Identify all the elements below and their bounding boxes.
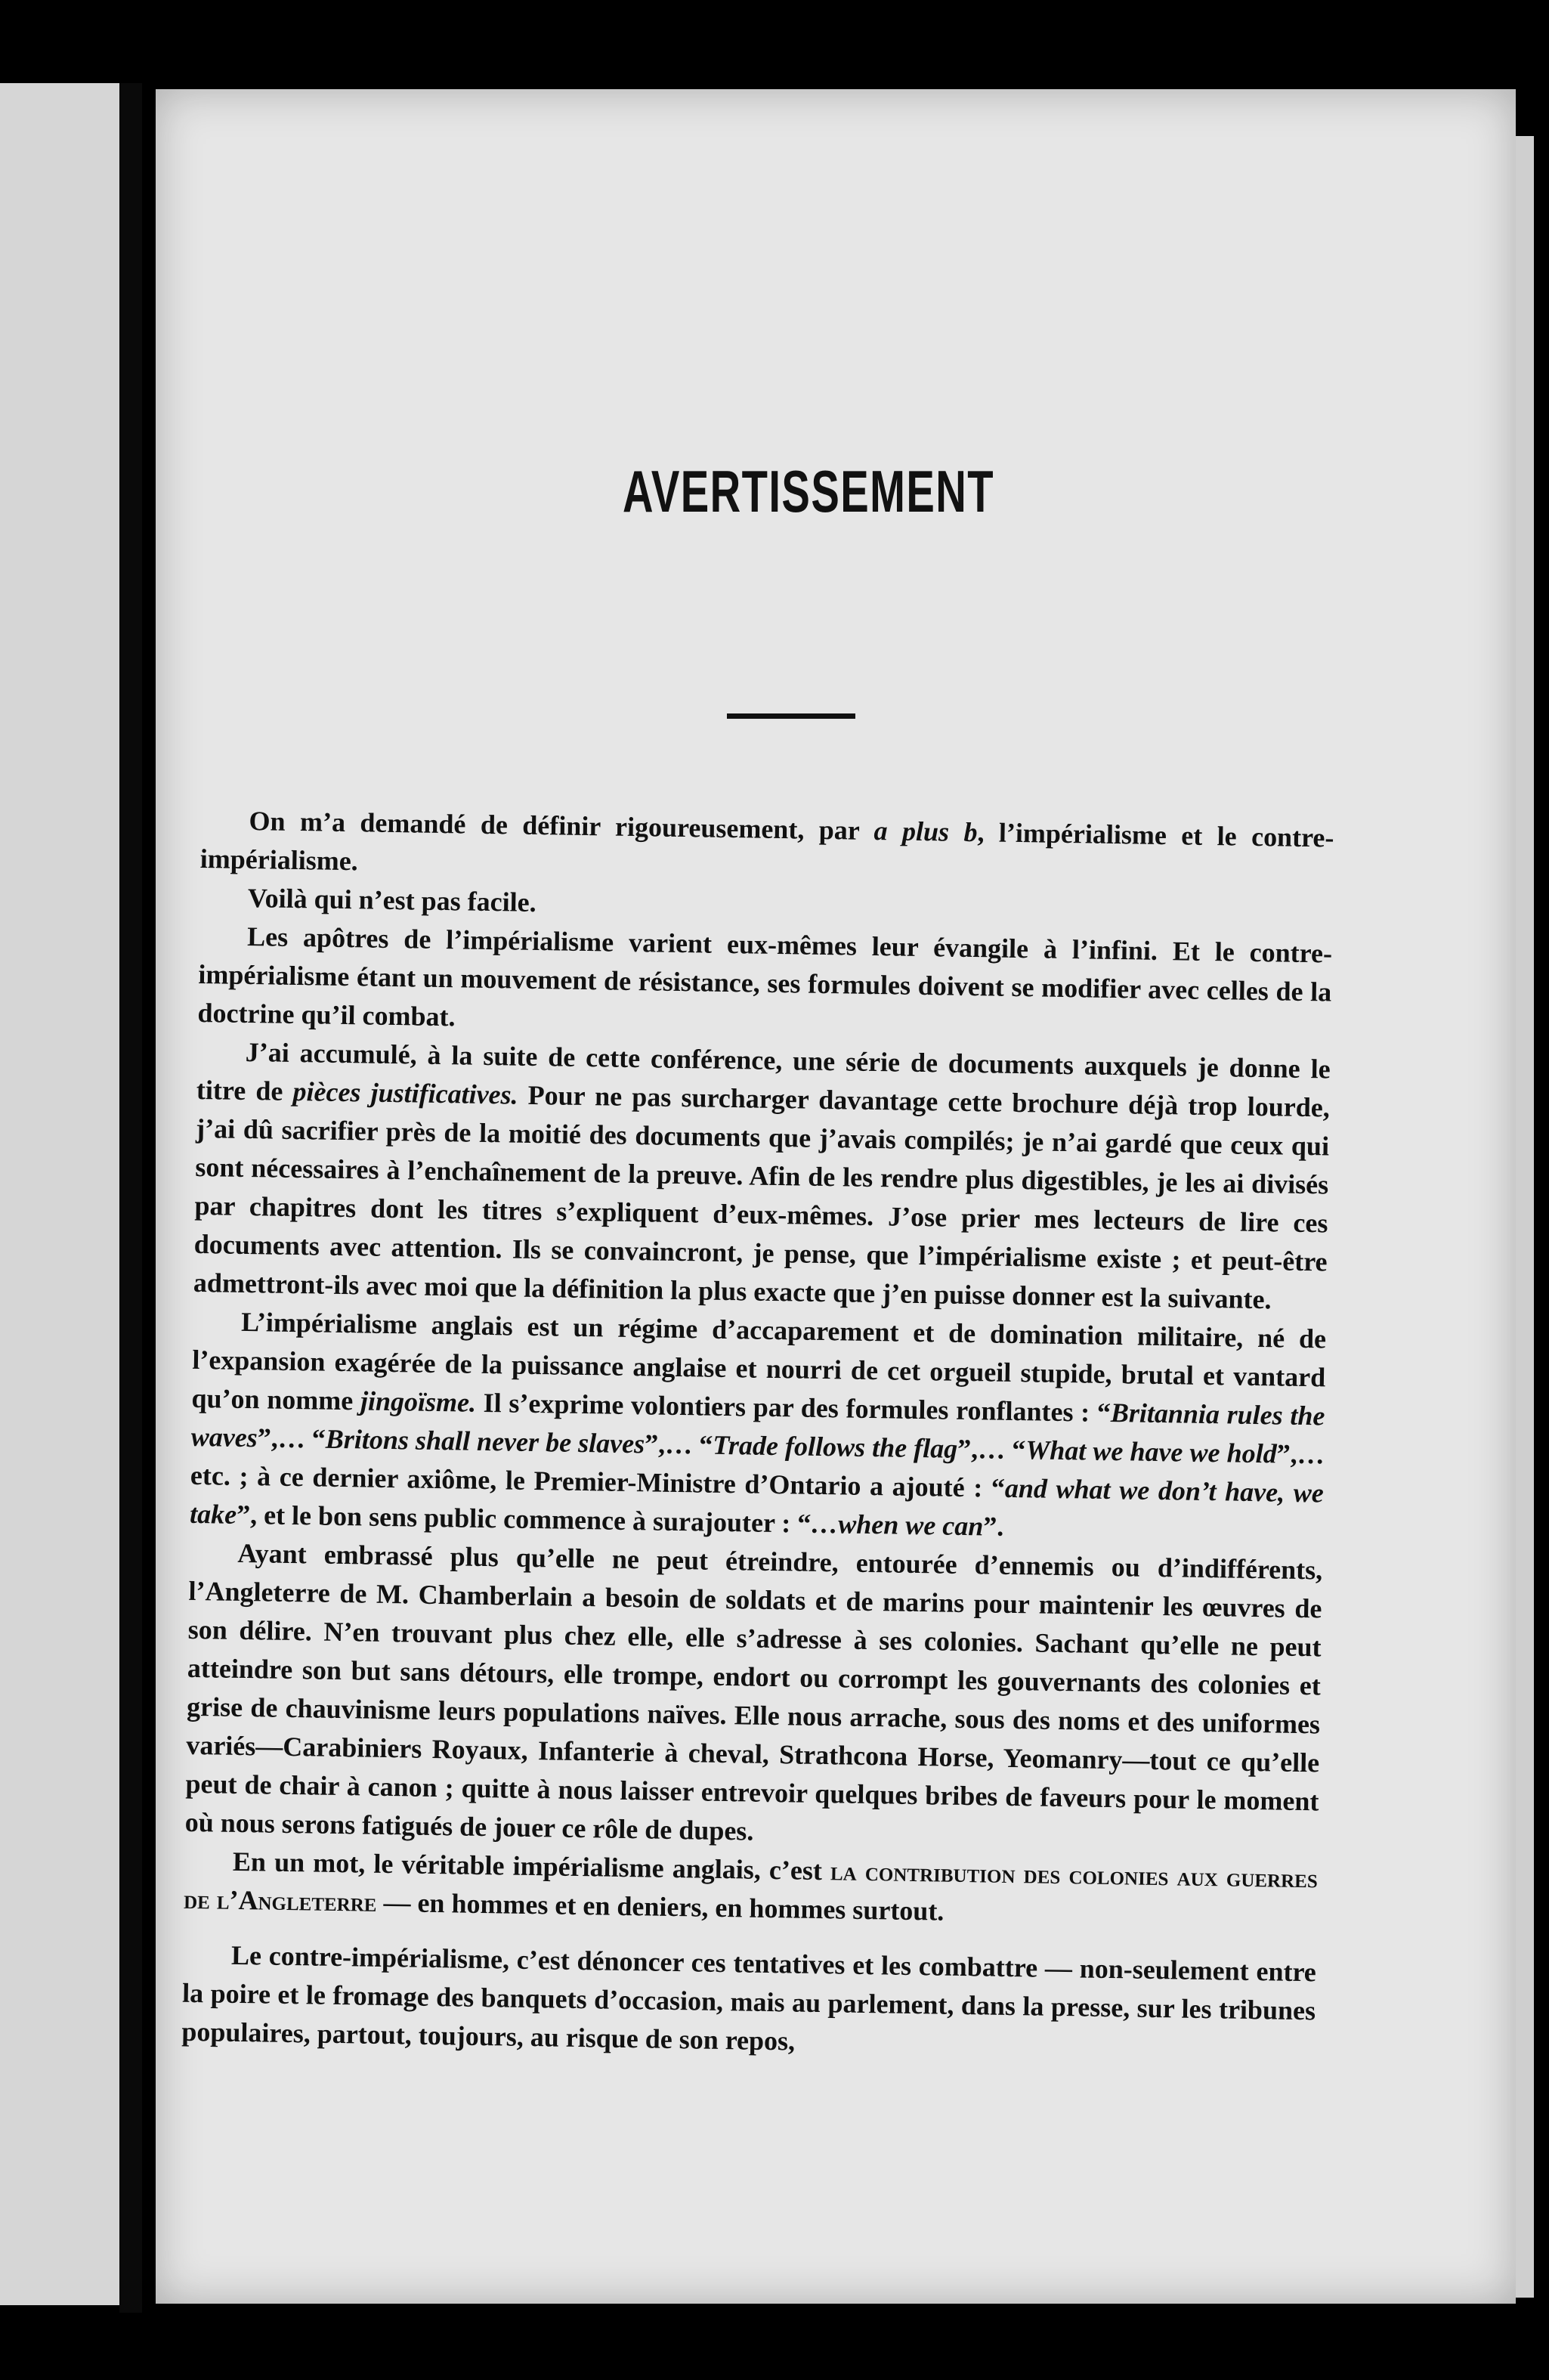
paragraph-text: En un mot, le véritable impérialisme anglais, c’est — [232, 1846, 831, 1886]
paragraph-text: , l’impérialisme et le contre-impérialisme. — [199, 817, 1334, 877]
paragraph — [184, 1534, 1322, 1860]
paragraph — [193, 1032, 1331, 1320]
paragraph-text: ”,… “ — [257, 1422, 326, 1454]
italic-text: Britons shall never be slaves — [325, 1423, 645, 1459]
paragraph-text: Le contre-impérialisme, c’est dénoncer ces tentatives et les combattre — non-seulement entre la poire et le fromage des banquets d’occasion, mais au parlement, dans la presse, sur les tribunes populaires, partout, toujours, au risque de son repos, — [181, 1939, 1317, 2057]
page-title: AVERTISSEMENT — [623, 458, 994, 525]
italic-text: …when we can — [811, 1508, 984, 1542]
paragraph-text: ”, et le bon sens public commence à surajouter : “ — [236, 1499, 812, 1539]
italic-text: pièces justificatives. — [292, 1075, 518, 1110]
italic-text: Britannia rules the waves — [190, 1397, 1325, 1453]
smallcaps-text: la contribution des colonies aux guerres de l’Angleterre — [183, 1855, 1319, 1917]
paragraph-text: Les apôtres de l’impérialisme varient eux-mêmes leur évangile à l’infini. Et le contre-impérialisme étant un mouvement de résistance, ses formules doivent se modifier avec celles de la doctrine qu’il combat. — [197, 921, 1333, 1032]
title-rule — [727, 713, 855, 719]
italic-text: What we have we hold — [1025, 1434, 1277, 1469]
italic-text: and what we don’t have, we take — [189, 1472, 1325, 1530]
paragraph-text: J’ai accumulé, à la suite de cette conférence, une série de documents auxquels je donne le titre de — [196, 1036, 1331, 1106]
paragraph-text: ”,… “ — [644, 1428, 713, 1460]
paragraph — [181, 1936, 1316, 2069]
paragraph — [190, 1302, 1327, 1552]
paragraph-text: Ayant embrassé plus qu’elle ne peut étreindre, entourée d’ennemis ou d’indifférents, l’Angleterre de M. Chamberlain a besoin de soldats et de marins pour maintenir les œuvres de son délire. N’en trouvant plus chez elle, elle s’adresse à ses colonies. Sachant qu’elle ne peut atteindre son but sans détours, elle trompe, endort ou corrompt les gouvernants des colonies et grise de chauvinisme leurs populations naïves. Elle nous arrache, sous des noms et des uniformes variés—Carabiniers Royaux, Infanterie à cheval, Strathcona Horse, Yeomanry—tout ce qu’elle peut de chair à canon ; quitte à nous laisser entrevoir quelques bribes de faveurs pour le moment où nous serons fatigués de jouer ce rôle de dupes. — [184, 1537, 1323, 1846]
paragraph-text: ”. — [983, 1511, 1004, 1542]
paragraph-text: Il s’exprime volontiers par des formules ronflantes : “ — [475, 1387, 1112, 1428]
paragraph-text: ”,…etc. ; à ce dernier axiôme, le Premier-Ministre d’Ontario a ajouté : “ — [190, 1438, 1325, 1503]
paragraph-text: Pour ne pas surcharger davantage cette brochure déjà trop lourde, j’ai dû sacrifier près de la moitié des documents que j’avais compilés; je n’ai gardé que ceux qui sont nécessaires à l’enchaînement de la preuve. Afin de les rendre plus digestibles, je les ai divisés par chapitres dont les titres s’expliquent d’eux-mêmes. J’ose prier mes lecteurs de lire ces documents avec attention. Ils se convaincront, je pense, que l’impérialisme existe ; et peut-être admettront-ils avec moi que la définition la plus exacte que j’en puisse donner est la suivante. — [193, 1079, 1331, 1315]
italic-text: Trade follows the flag — [713, 1429, 958, 1464]
paragraph — [197, 917, 1332, 1051]
paragraph-text: On m’a demandé de définir rigoureusement, par — [249, 806, 874, 846]
italic-text: a plus b — [873, 815, 978, 848]
paragraph-text: L’impérialisme anglais est un régime d’accaparement et de domination militaire, né de l’expansion exagérée de la puissance anglaise et nourri de cet orgueil stupide, brutal et vantard qu’on nomme — [191, 1306, 1327, 1416]
book-gutter — [119, 83, 142, 2313]
italic-text: jingoïsme. — [360, 1385, 477, 1418]
previous-page-edge — [0, 83, 127, 2305]
paragraph-text: Voilà qui n’est pas facile. — [247, 882, 536, 918]
paragraph-text: ”,… “ — [957, 1433, 1026, 1465]
paragraph-text: — en hommes et en deniers, en hommes surtout. — [376, 1886, 945, 1927]
body-text — [181, 801, 1334, 2069]
